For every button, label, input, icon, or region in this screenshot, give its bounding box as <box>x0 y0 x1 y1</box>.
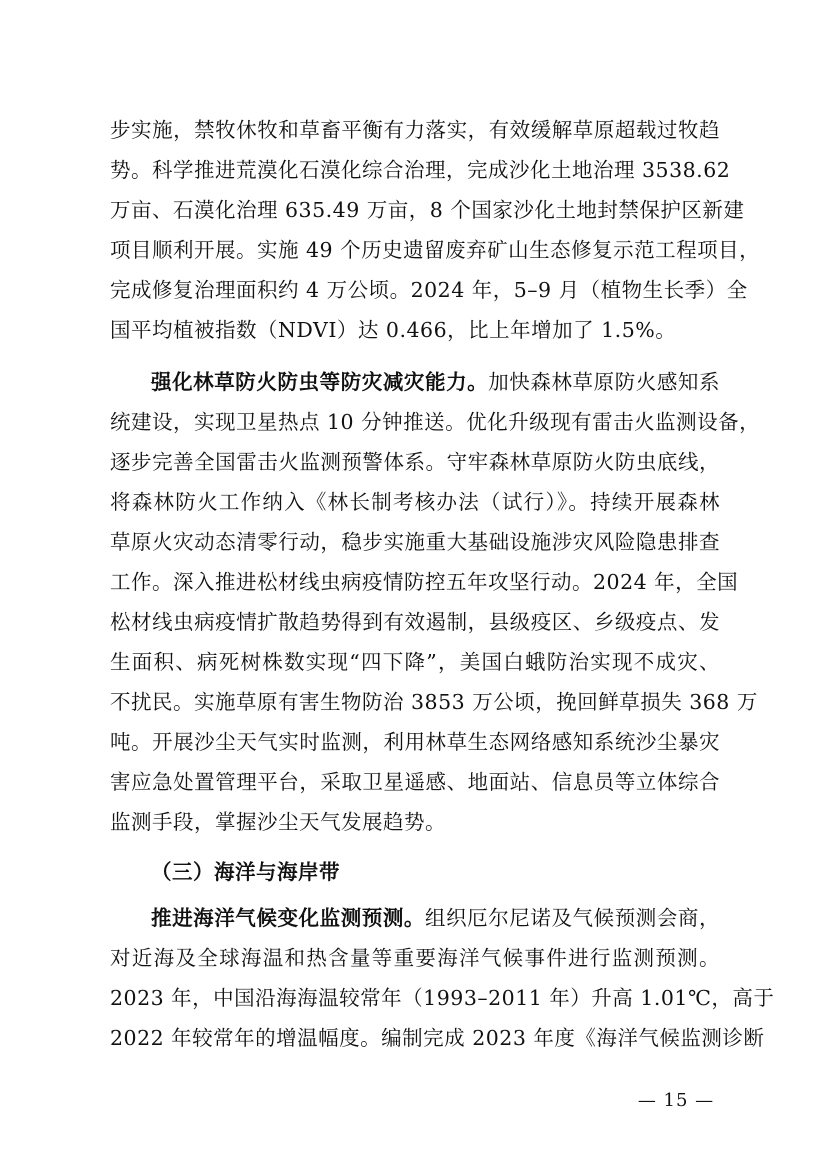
text-line: 将森林防火工作纳入《林长制考核办法（试行）》。持续开展森林 <box>110 490 720 514</box>
text-line: 吨。开展沙尘天气实时监测，利用林草生态网络感知系统沙尘暴灾 <box>110 730 720 754</box>
text-line: 2023 年，中国沿海海温较常年（1993–2011 年）升高 1.01℃，高于 <box>110 986 775 1010</box>
text-line: 国平均植被指数（NDVI）达 0.466，比上年增加了 1.5%。 <box>110 318 677 342</box>
text-line: 生面积、病死树株数实现“四下降”，美国白蛾防治实现不成灾、 <box>110 650 720 674</box>
paragraph-lead-rest: 加快森林草原防火感知系 <box>488 370 721 394</box>
text-line: 统建设，实现卫星热点 10 分钟推送。优化升级现有雷击火监测设备， <box>110 410 761 434</box>
paragraph-lead-title: 强化林草防火防虫等防灾减灾能力。 <box>151 370 489 394</box>
text-line: 项目顺利开展。实施 49 个历史遗留废弃矿山生态修复示范工程项目， <box>110 238 761 262</box>
text-line: 害应急处置管理平台，采取卫星遥感、地面站、信息员等立体综合 <box>110 770 720 794</box>
text-line: 工作。深入推进松材线虫病疫情防控五年攻坚行动。2024 年，全国 <box>110 570 739 594</box>
page-number: — 15 — <box>637 1090 715 1111</box>
text-line: 步实施，禁牧休牧和草畜平衡有力落实，有效缓解草原超载过牧趋 <box>110 118 720 142</box>
paragraph-lead-rest: 组织厄尔尼诺及气候预测会商， <box>425 906 720 930</box>
text-line: 完成修复治理面积约 4 万公顷。2024 年，5–9 月（植物生长季）全 <box>110 278 748 302</box>
text-line: 万亩、石漠化治理 635.49 万亩，8 个国家沙化土地封禁保护区新建 <box>110 198 745 222</box>
section-heading: （三）海洋与海岸带 <box>151 860 340 884</box>
paragraph-first-line <box>151 367 720 397</box>
text-line: 松材线虫病疫情扩散趋势得到有效遏制，县级疫区、乡级疫点、发 <box>110 610 720 634</box>
text-line: 逐步完善全国雷击火监测预警体系。守牢森林草原防火防虫底线， <box>110 450 720 474</box>
text-line: 不扰民。实施草原有害生物防治 3853 万公顷，挽回鲜草损失 368 万 <box>110 690 758 714</box>
text-line: 势。科学推进荒漠化石漠化综合治理，完成沙化土地治理 3538.62 <box>110 158 731 182</box>
text-line: 对近海及全球海温和热含量等重要海洋气候事件进行监测预测。 <box>110 946 720 970</box>
text-line: 监测手段，掌握沙尘天气发展趋势。 <box>110 810 446 834</box>
paragraph-first-line <box>151 903 720 933</box>
text-line: 草原火灾动态清零行动，稳步实施重大基础设施涉灾风险隐患排查 <box>110 530 720 554</box>
paragraph-lead-title: 推进海洋气候变化监测预测。 <box>151 906 425 930</box>
text-line: 2022 年较常年的增温幅度。编制完成 2023 年度《海洋气候监测诊断 <box>110 1026 765 1050</box>
